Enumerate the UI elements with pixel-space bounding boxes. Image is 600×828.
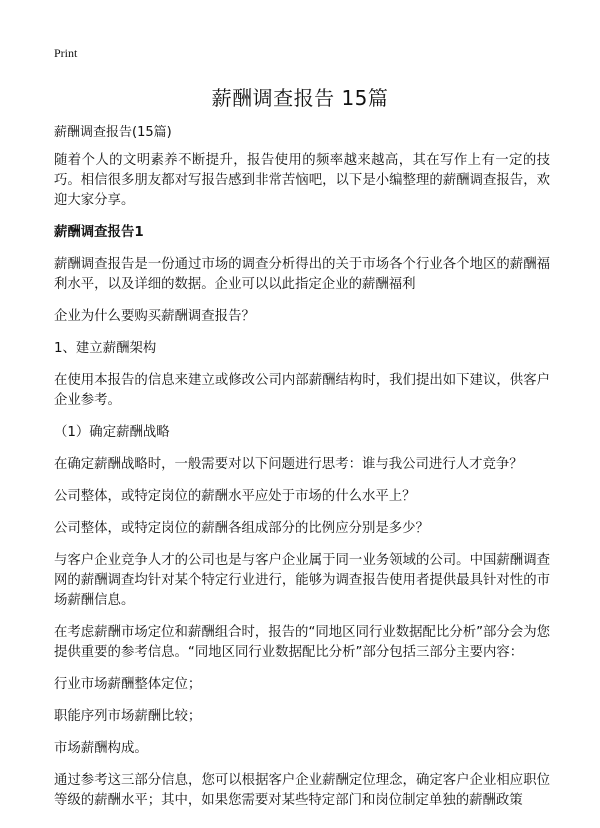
- print-link[interactable]: Print: [54, 46, 78, 60]
- document-body: [54, 151, 550, 823]
- body-paragraph: 在使用本报告的信息来建立或修改公司内部薪酬结构时，我们提出如下建议，供客户企业参考。: [54, 373, 550, 408]
- body-paragraph: 与客户企业竞争人才的公司也是与客户企业属于同一业务领域的公司。中国薪酬调查网的薪酬调查均针对某个特定行业进行，能够为调查报告使用者提供最具针对性的市场薪酬信息。: [54, 553, 550, 608]
- body-paragraph: （1）确定薪酬战略: [54, 425, 170, 440]
- intro-paragraph: 随着个人的文明素养不断提升，报告使用的频率越来越高，其在写作上有一定的技巧。相信很多朋友都对写报告感到非常苦恼吧，以下是小编整理的薪酬调查报告，欢迎大家分享。: [54, 153, 550, 208]
- body-paragraph: 薪酬调查报告是一份通过市场的调查分析得出的关于市场各个行业各个地区的薪酬福利水平，以及详细的数据。企业可以以此指定企业的薪酬福利: [54, 257, 550, 292]
- body-paragraph: 企业为什么要购买薪酬调查报告？: [54, 309, 255, 324]
- body-paragraph: 职能序列市场薪酬比较；: [54, 709, 202, 724]
- body-paragraph: 在确定薪酬战略时，一般需要对以下问题进行思考：谁与我公司进行人才竞争？: [54, 457, 523, 472]
- body-paragraph: 公司整体，或特定岗位的薪酬各组成部分的比例应分别是多少？: [54, 521, 429, 536]
- body-paragraph: 市场薪酬构成。: [54, 741, 148, 756]
- document-subtitle: 薪酬调查报告(15篇): [54, 125, 172, 140]
- body-paragraph: 行业市场薪酬整体定位；: [54, 677, 202, 692]
- section-heading: 薪酬调查报告1: [54, 225, 144, 240]
- body-paragraph: 1、建立薪酬架构: [54, 341, 157, 356]
- body-paragraph: 在考虑薪酬市场定位和薪酬组合时，报告的“同地区同行业数据配比分析”部分会为您提供重要的参考信息。“同地区同行业数据配比分析”部分包括三部分主要内容：: [54, 625, 550, 660]
- page-title: 薪酬调查报告 15篇: [211, 86, 389, 110]
- body-paragraph: 通过参考这三部分信息，您可以根据客户企业薪酬定位理念，确定客户企业相应职位等级的薪酬水平；其中，如果您需要对某些特定部门和岗位制定单独的薪酬政策: [54, 773, 550, 808]
- body-paragraph: 公司整体，或特定岗位的薪酬水平应处于市场的什么水平上？: [54, 489, 416, 504]
